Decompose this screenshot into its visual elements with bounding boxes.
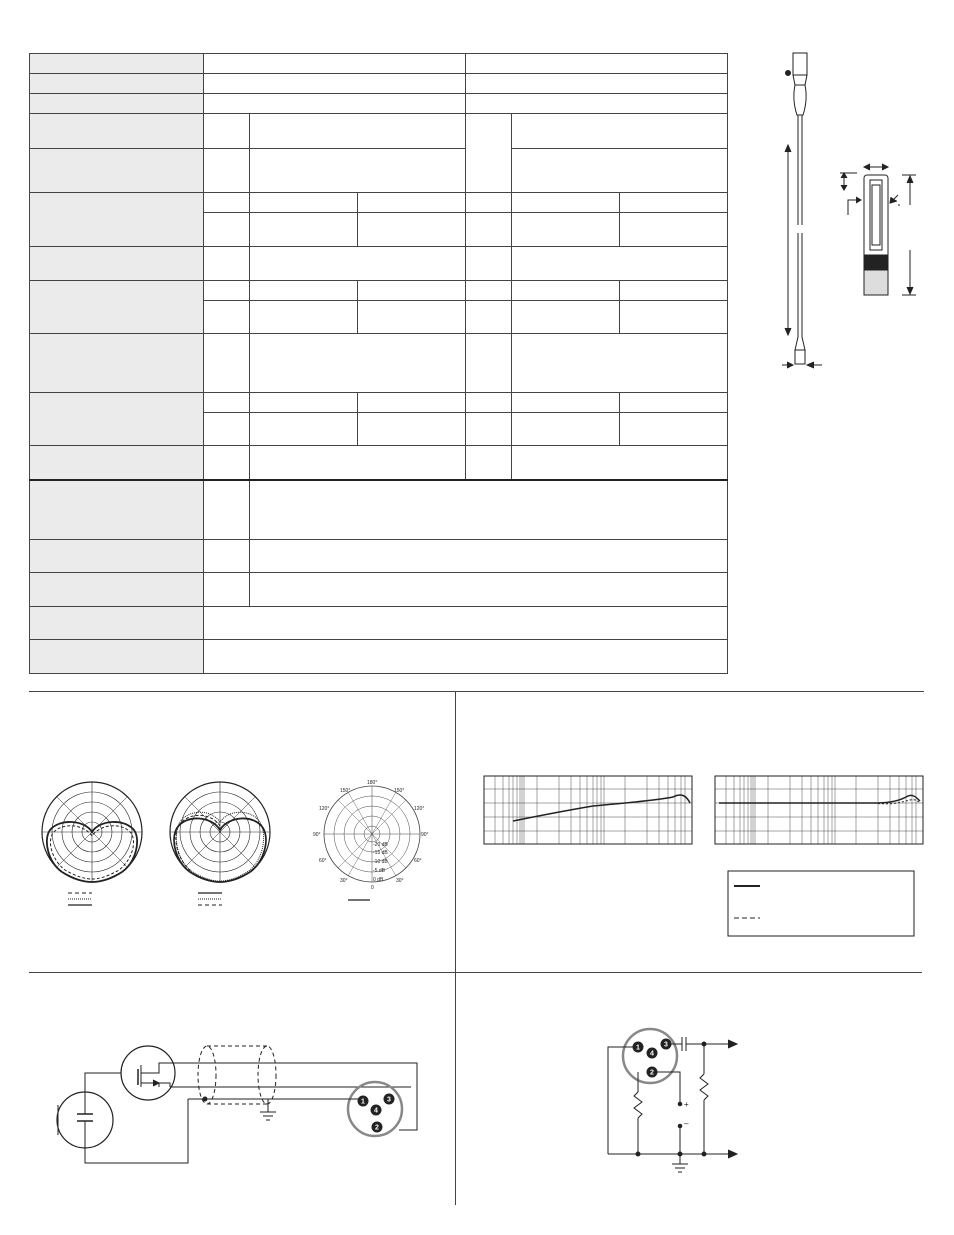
table-row <box>30 393 728 413</box>
table-row <box>30 247 728 281</box>
table-row <box>30 446 728 480</box>
wiring-schematic-right <box>600 1022 750 1177</box>
pin-label: 2 <box>650 1069 654 1077</box>
spec-label-cell <box>30 640 204 674</box>
section-divider <box>29 972 922 973</box>
polar-db-label: -10 dB <box>373 859 388 865</box>
spec-label-cell <box>30 540 204 573</box>
table-row <box>30 54 728 74</box>
table-row <box>30 114 728 149</box>
polar-angle-label: 60° <box>319 858 327 864</box>
spec-label-cell <box>30 573 204 607</box>
table-row <box>30 334 728 393</box>
table-row <box>30 480 728 540</box>
pin-label: 4 <box>650 1050 654 1058</box>
spec-label-cell <box>30 74 204 94</box>
table-row <box>30 573 728 607</box>
polar-angle-label: 30° <box>340 878 348 884</box>
table-row <box>30 74 728 94</box>
polar-db-label: -15 dB <box>373 850 388 856</box>
spec-label-cell <box>30 334 204 393</box>
table-row <box>30 94 728 114</box>
specifications-table <box>29 53 728 674</box>
table-row <box>30 607 728 640</box>
table-row <box>30 281 728 301</box>
polar-db-label: 0 dB <box>373 877 384 883</box>
spec-label-cell <box>30 114 204 149</box>
pin-label: 3 <box>664 1041 668 1049</box>
spec-label-cell <box>30 281 204 334</box>
spec-label-cell <box>30 247 204 281</box>
microphone-dimension-drawing <box>760 45 950 380</box>
polar-angle-label: 150° <box>394 788 405 794</box>
table-row <box>30 149 728 193</box>
polar-angle-label: 0 <box>371 885 374 891</box>
polar-angle-label: 60° <box>414 858 422 864</box>
polar-angle-label: 150° <box>340 788 351 794</box>
polar-angle-label: 90° <box>313 832 321 838</box>
polar-pattern-chart-2 <box>168 780 278 910</box>
polarity-plus-label: + <box>684 1100 689 1109</box>
pin-label: 3 <box>387 1096 391 1104</box>
spec-label-cell <box>30 393 204 446</box>
wiring-schematic-left <box>55 1035 435 1170</box>
table-row <box>30 193 728 213</box>
pin-label: 2 <box>375 1124 379 1132</box>
column-divider <box>455 692 456 1205</box>
polar-db-label: -20 dB <box>373 842 388 848</box>
polar-angle-label: 120° <box>414 806 425 812</box>
pin-label: 1 <box>361 1098 365 1106</box>
frequency-response-legend <box>727 870 917 938</box>
polar-angle-label: 120° <box>319 806 330 812</box>
spec-label-cell <box>30 149 204 193</box>
polar-db-label: -5 dB <box>373 868 385 874</box>
polar-pattern-chart-1 <box>40 780 150 910</box>
spec-label-cell <box>30 54 204 74</box>
polarity-minus-label: – <box>684 1119 689 1128</box>
spec-label-cell <box>30 193 204 247</box>
frequency-response-chart-1 <box>483 775 695 847</box>
polar-angle-label: 30° <box>396 878 404 884</box>
table-row <box>30 640 728 674</box>
spec-label-cell <box>30 446 204 480</box>
polar-pattern-chart-legend <box>310 778 434 908</box>
frequency-response-chart-2 <box>714 775 926 847</box>
spec-label-cell <box>30 94 204 114</box>
section-divider <box>29 691 924 692</box>
polar-angle-label: 90° <box>421 832 429 838</box>
pin-label: 4 <box>374 1107 378 1115</box>
spec-label-cell <box>30 607 204 640</box>
pin-label: 1 <box>636 1044 640 1052</box>
table-row <box>30 540 728 573</box>
spec-label-cell <box>30 480 204 540</box>
polar-angle-label: 180° <box>367 780 378 786</box>
